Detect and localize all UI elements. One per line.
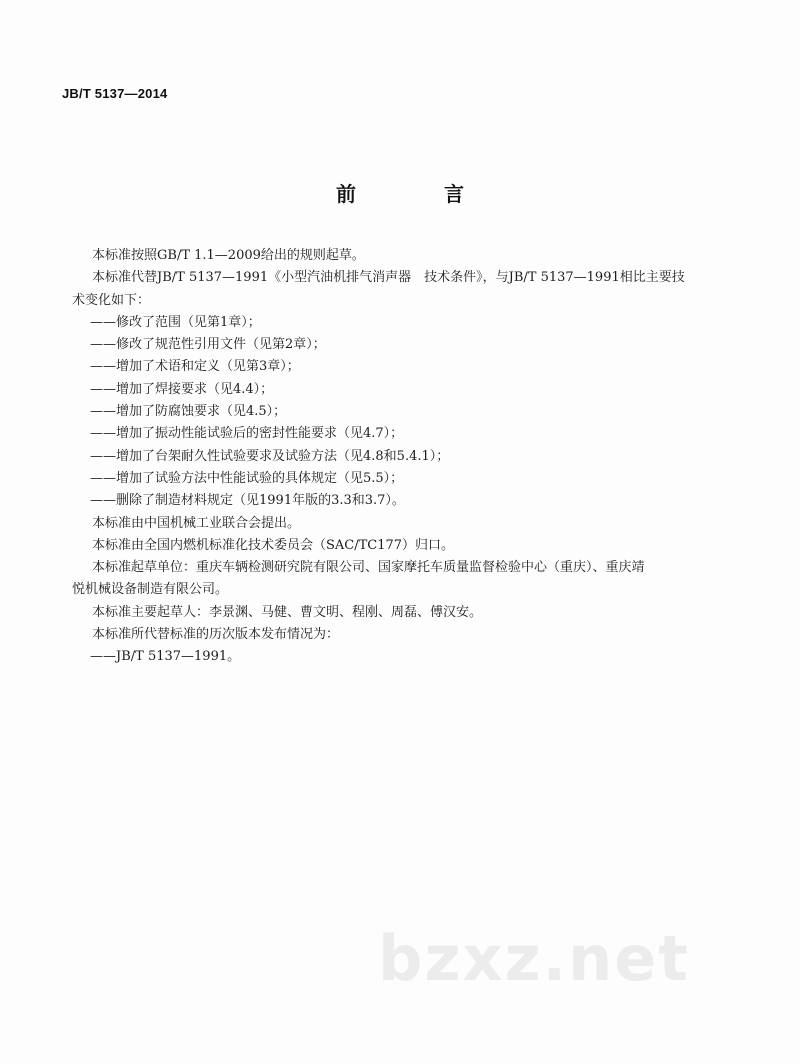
change-item: ——修改了范围（见第1章）； bbox=[90, 314, 261, 330]
paragraph-committee: 本标准由全国内燃机标准化技术委员会（SAC/TC177）归口。 bbox=[92, 537, 455, 553]
change-item: ——增加了台架耐久性试验要求及试验方法（见4.8和5.4.1）； bbox=[90, 448, 450, 464]
paragraph-drafting-units: 本标准起草单位：重庆车辆检测研究院有限公司、国家摩托车质量监督检验中心（重庆）、重庆靖 bbox=[92, 560, 645, 576]
paragraph-history-intro: 本标准所代替标准的历次版本发布情况为： bbox=[92, 627, 340, 643]
change-item: ——增加了焊接要求（见4.4）； bbox=[90, 381, 274, 397]
change-item: ——删除了制造材料规定（见1991年版的3.3和3.7）。 bbox=[90, 493, 405, 509]
paragraph-drafters: 本标准主要起草人：李景渊、马健、曹文明、程刚、周磊、傅汉安。 bbox=[92, 604, 483, 620]
history-item: ——JB/T 5137—1991。 bbox=[90, 649, 241, 665]
change-item: ——增加了试验方法中性能试验的具体规定（见5.5）； bbox=[90, 470, 404, 486]
foreword-body bbox=[72, 245, 722, 669]
page-title: 前 言 bbox=[336, 182, 498, 206]
change-item: ——增加了术语和定义（见第3章）； bbox=[90, 359, 300, 375]
paragraph-replacement-continued: 术变化如下： bbox=[72, 292, 151, 308]
paragraph-proposer: 本标准由中国机械工业联合会提出。 bbox=[92, 515, 301, 531]
change-item: ——修改了规范性引用文件（见第2章）； bbox=[90, 337, 326, 353]
paragraph-drafting-units-continued: 悦机械设备制造有限公司。 bbox=[72, 582, 229, 598]
standard-code: JB/T 5137—2014 bbox=[62, 86, 168, 101]
paragraph-drafting-rules: 本标准按照GB/T 1.1—2009给出的规则起草。 bbox=[92, 248, 365, 263]
change-item: ——增加了振动性能试验后的密封性能要求（见4.7）； bbox=[90, 426, 404, 442]
watermark-logo: bzxz.net bbox=[378, 922, 690, 995]
change-item: ——增加了防腐蚀要求（见4.5）； bbox=[90, 404, 287, 420]
paragraph-replacement: 本标准代替JB/T 5137—1991《小型汽油机排气消声器 技术条件》，与JB/T 5137—1991相比主要技 bbox=[92, 270, 685, 286]
